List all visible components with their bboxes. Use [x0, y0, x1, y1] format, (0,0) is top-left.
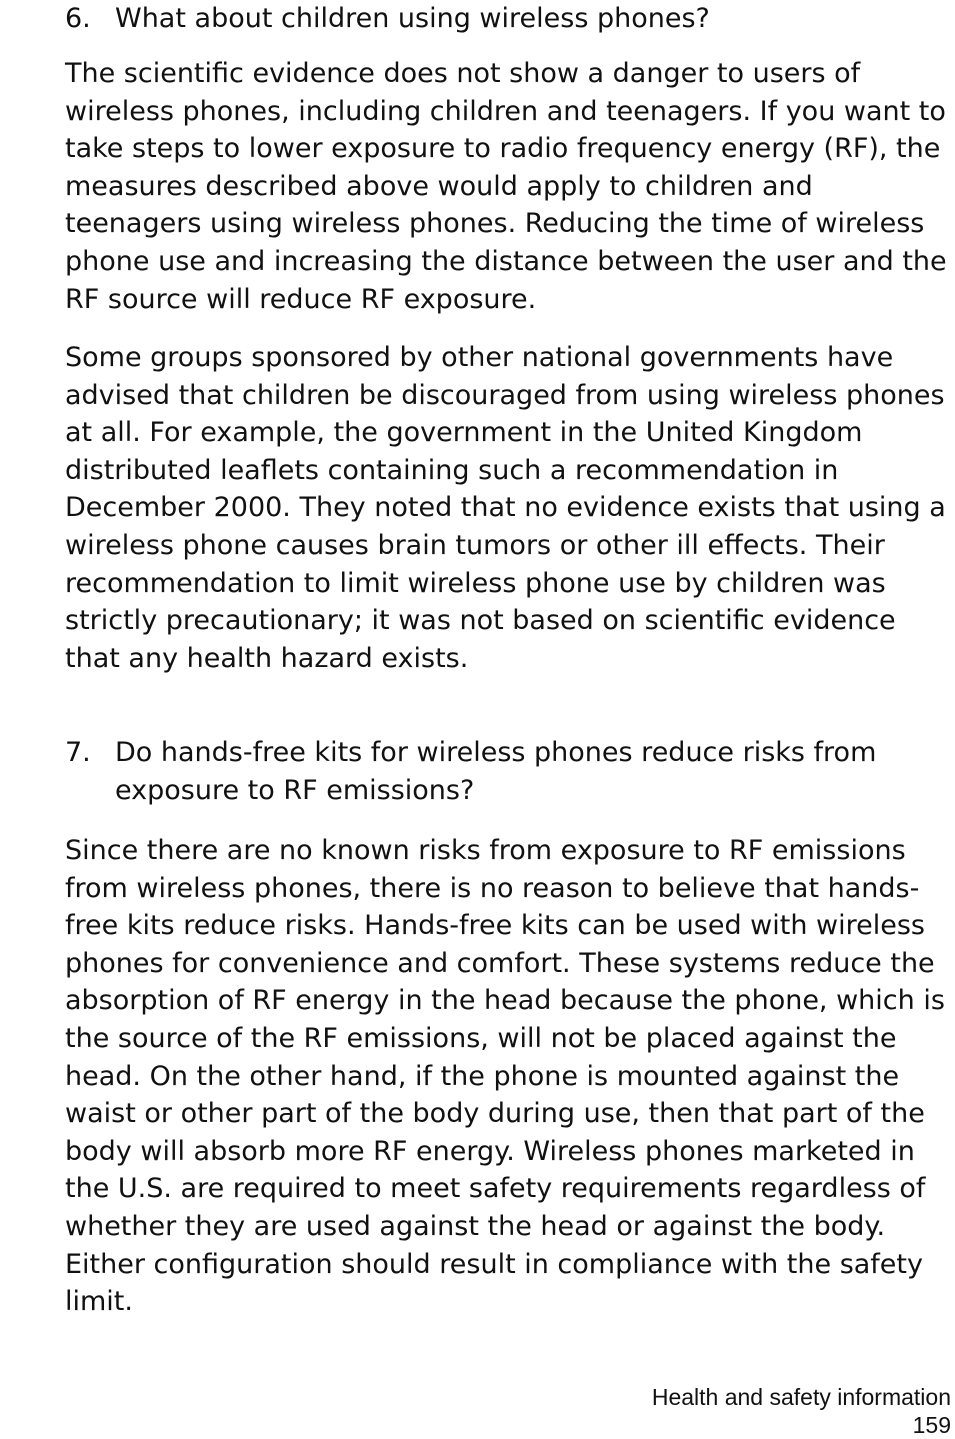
footer-section-title: Health and safety information [651, 1384, 951, 1410]
answer-paragraph-7: Since there are no known risks from exposure to RF emissions from wireless phones, there is no reason to believe that hands-free kits reduce risks. Hands-free kits can be used with wireless phones for convenience and comfort. These systems reduce the absorption of RF energy in the head because the phone, which is the source of the RF emissions, will not be placed against the head. On the other hand, if the phone is mounted against the waist or other part of the body during use, then that part of the body will absorb more RF energy. Wireless phones marketed in the U.S. are required to meet safety requirements regardless of whether they are used against the head or against the body. Either configuration should result in compliance with the safety limit. [65, 835, 945, 1318]
question-6 [65, 0, 945, 38]
page-number: 159 [912, 1412, 951, 1438]
answer-paragraph-6: The scientific evidence does not show a danger to users of wireless phones, including children and teenagers. If you want to take steps to lower exposure to radio frequency energy (RF), the measures described above would apply to children and teenagers using wireless phones. Reducing the time of wireless phone use and increasing the distance between the user and the RF source will reduce RF exposure. [65, 58, 947, 315]
context-paragraph: Some groups sponsored by other national governments have advised that children be discouraged from using wireless phones at all. For example, the government in the United Kingdom distributed leaflets containing such a recommendation in December 2000. They noted that no evidence exists that using a wireless phone causes brain tumors or other ill effects. Their recommendation to limit wireless phone use by children was strictly precautionary; it was not based on scientific evidence that any health hazard exists. [65, 342, 946, 674]
question-7 [65, 734, 945, 810]
question-number: 6. [65, 3, 91, 34]
question-number: 7. [65, 737, 91, 768]
question-text: Do hands-free kits for wireless phones reduce risks from exposure to RF emissions? [115, 737, 877, 806]
question-text: What about children using wireless phones? [115, 3, 710, 34]
